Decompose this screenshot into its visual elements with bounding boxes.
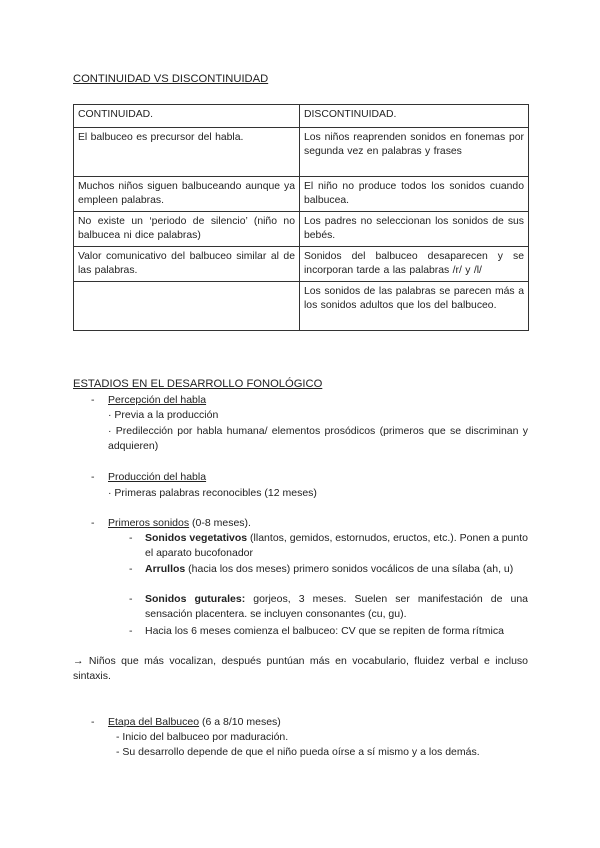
section-range: (6 a 8/10 meses) bbox=[199, 716, 281, 728]
item-text: (llantos, gemidos, estornudos, eructos, etc.). Ponen a punto el aparato bucofonador bbox=[145, 532, 528, 559]
comparison-table bbox=[73, 104, 529, 331]
table-header-row bbox=[74, 105, 529, 128]
table-cell: Los sonidos de las palabras se parecen más a los sonidos adultos que los del balbuceo. bbox=[300, 282, 529, 331]
table-cell: Los padres no seleccionan los sonidos de sus bebés. bbox=[300, 212, 529, 247]
section-range: (0-8 meses). bbox=[189, 517, 251, 529]
list-dash: - bbox=[129, 563, 133, 575]
section-title: Primeros sonidos bbox=[108, 517, 190, 529]
table-cell: El niño no produce todos los sonidos cuando balbucea. bbox=[300, 177, 529, 212]
list-dash: - bbox=[91, 716, 95, 728]
list-dash: - bbox=[91, 471, 95, 483]
note-paragraph: → Niños que más vocalizan, después puntúan más en vocabulario, fluidez verbal e incluso sintaxis. bbox=[73, 655, 528, 682]
table-cell: Valor comunicativo del balbuceo similar al de las palabras. bbox=[74, 247, 300, 282]
section-title: Producción del habla bbox=[108, 471, 207, 483]
table-row bbox=[74, 282, 529, 331]
item-text: (hacia los dos meses) primero sonidos vocálicos de una sílaba (ah, u) bbox=[185, 563, 514, 575]
section-title: Etapa del Balbuceo bbox=[108, 716, 200, 728]
list-item: · Previa a la producción bbox=[108, 409, 219, 421]
list-item: · Predilección por habla humana/ elementos prosódicos (primeros que se discriminan y adquieren) bbox=[108, 425, 528, 452]
title-estadios: ESTADIOS EN EL DESARROLLO FONOLÓGICO bbox=[73, 378, 323, 390]
list-item: - Su desarrollo depende de que el niño pueda oírse a sí mismo y a los demás. bbox=[116, 746, 480, 758]
list-item bbox=[145, 562, 528, 577]
section-produccion bbox=[108, 470, 206, 485]
list-dash: - bbox=[91, 517, 95, 529]
header-continuidad: CONTINUIDAD. bbox=[74, 105, 300, 128]
list-item bbox=[145, 624, 528, 639]
item-text: Hacia los 6 meses comienza el balbuceo: CV que se repiten de forma rítmica bbox=[145, 625, 504, 637]
section-title: Percepción del habla bbox=[108, 394, 207, 406]
item-text: gorjeos, 3 meses. Suelen ser manifestación de una sensación placentera. se incluyen consonantes (cu, gu). bbox=[145, 593, 528, 620]
section-percepcion bbox=[108, 393, 206, 408]
table-cell bbox=[74, 282, 300, 331]
list-item: - Inicio del balbuceo por maduración. bbox=[116, 731, 289, 743]
list-item: · Primeras palabras reconocibles (12 meses) bbox=[108, 487, 317, 499]
table-cell: Los niños reaprenden sonidos en fonemas por segunda vez en palabras y frases bbox=[300, 128, 529, 177]
table-row bbox=[74, 247, 529, 282]
list-dash: - bbox=[129, 532, 133, 544]
section-primeros-sonidos bbox=[108, 516, 251, 531]
list-dash: - bbox=[91, 394, 95, 406]
section-balbuceo bbox=[108, 715, 281, 730]
list-dash: - bbox=[129, 625, 133, 637]
list-item bbox=[145, 531, 528, 561]
list-item bbox=[145, 592, 528, 622]
table-row bbox=[74, 212, 529, 247]
table-cell: Sonidos del balbuceo desaparecen y se incorporan tarde a las palabras /r/ y /l/ bbox=[300, 247, 529, 282]
header-discontinuidad: DISCONTINUIDAD. bbox=[300, 105, 529, 128]
item-bold: Sonidos vegetativos bbox=[145, 532, 248, 544]
table-cell: El balbuceo es precursor del habla. bbox=[74, 128, 300, 177]
title-continuidad: CONTINUIDAD VS DISCONTINUIDAD bbox=[73, 73, 269, 85]
list-dash: - bbox=[129, 593, 133, 605]
item-bold: Sonidos guturales: bbox=[145, 593, 246, 605]
item-bold: Arrullos bbox=[145, 563, 186, 575]
table-row bbox=[74, 128, 529, 177]
table-cell: Muchos niños siguen balbuceando aunque ya empleen palabras. bbox=[74, 177, 300, 212]
table-row bbox=[74, 177, 529, 212]
table-cell: No existe un ‘periodo de silencio’ (niño no balbucea ni dice palabras) bbox=[74, 212, 300, 247]
